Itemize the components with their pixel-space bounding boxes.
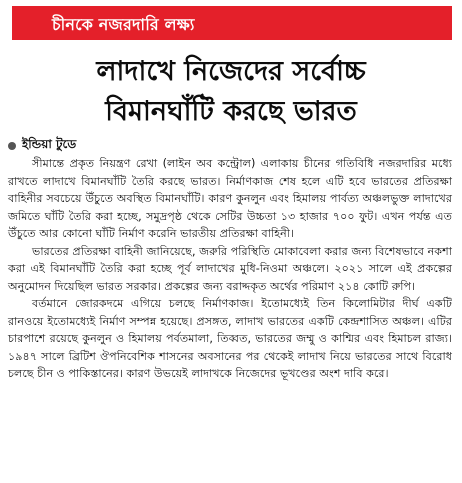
- headline: [8, 52, 454, 132]
- paragraph-1: সীমান্তে প্রকৃত নিয়ন্ত্রণ রেখা (লাইন অব কন্ট্রোল) এলাকায় চীনের গতিবিধি নজরদারির মধ্যে রাখতে লাদাখে বিমানঘাঁটি তৈরি করছে ভারত। নির্মাণকাজ শেষ হলে এটি হবে ভারতের প্রতিরক্ষা বাহিনীর সবচেয়ে উঁচুতে অবস্থিত বিমানঘাঁটি। কারণ কুনলুন এবং হিমালয় পার্বত্য অঞ্চলভুক্ত লাদাখের জমিতে ঘাঁটি তৈরি করা হচ্ছে, সমুদ্রপৃষ্ঠ থেকে সেটির উচ্চতা ১৩ হাজার ৭০০ ফুট। এখন পর্যন্ত এত উঁচুতে আর কোনো ঘাঁটি নির্মাণ করেনি ভারতীয় প্রতিরক্ষা বাহিনী।: [8, 157, 452, 240]
- article-body: [8, 155, 452, 383]
- paragraph-3: বর্তমানে জোরকদমে এগিয়ে চলছে নির্মাণকাজ। ইতোমধ্যেই তিন কিলোমিটার দীর্ঘ একটি রানওয়ে ইতোমধ্যেই নির্মাণ সম্পন্ন হয়েছে। প্রসঙ্গত, লাদাখ ভারতের একটি কেন্দ্রশাসিত অঞ্চল। এটির চারপাশে রয়েছে কুনলুন ও হিমালয় পর্বতমালা, তিব্বত, ভারতের জম্মু ও কাশ্মির এবং হিমাচল রাজ্য। ১৯৪৭ সালে ব্রিটিশ ঔপনিবেশিক শাসনের অবসানের পর থেকেই লাদাখ নিয়ে ভারতের সাথে বিরোধ চলছে চীন ও পাকিস্তানের। কারণ উভয়েই লাদাখকে নিজেদের ভূখণ্ডের অংশ দাবি করে।: [8, 297, 452, 380]
- byline-row: [8, 138, 76, 154]
- headline-line-1: লাদাখে নিজেদের সর্বোচ্চ: [96, 56, 366, 87]
- bullet-icon: [8, 142, 16, 150]
- headline-line-2: বিমানঘাঁটি করছে ভারত: [105, 96, 357, 127]
- banner-text: চীনকে নজরদারি লক্ষ্য: [52, 15, 195, 34]
- section-banner: [12, 6, 452, 40]
- byline: ইন্ডিয়া টুডে: [22, 137, 77, 151]
- paragraph-2: ভারতের প্রতিরক্ষা বাহিনী জানিয়েছে, জরুরি পরিস্থিতি মোকাবেলা করার জন্য বিশেষভাবে নকশা করা এই বিমানঘাঁটি তৈরি করা হচ্ছে পূর্ব লাদাখের মুধি-নিওমা অঞ্চলে। ২০২১ সালে এই প্রকল্পের অনুমোদন দিয়েছিল ভারত সরকার। প্রকল্পের জন্য বরাদ্দকৃত অর্থের পরিমাণ ২১৪ কোটি রুপি।: [8, 244, 452, 293]
